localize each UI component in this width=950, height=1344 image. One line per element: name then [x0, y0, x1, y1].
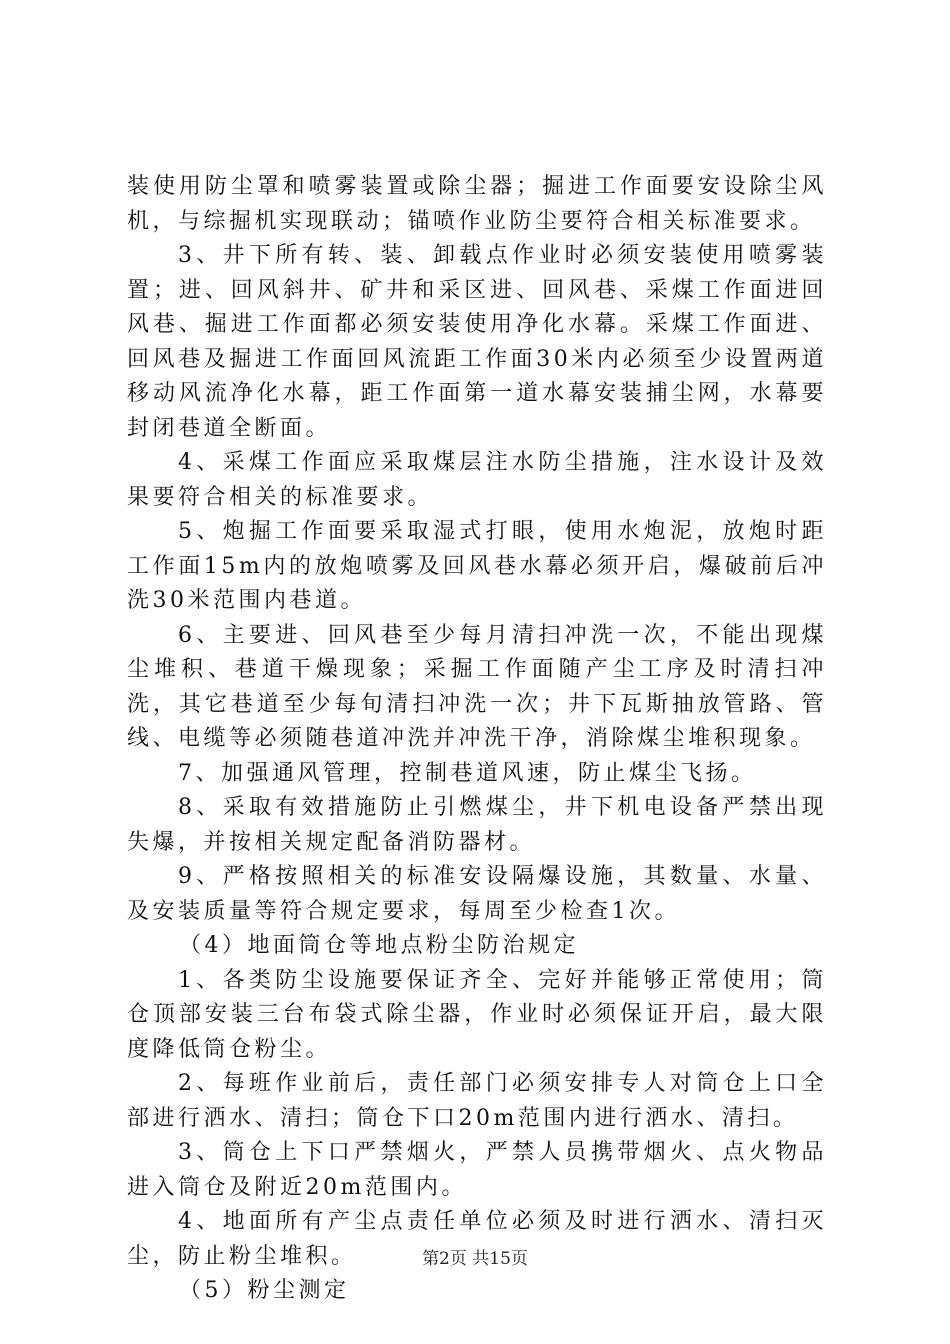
paragraph-item-8: 8、采取有效措施防止引燃煤尘，井下机电设备严禁出现失爆，并按相关规定配备消防器材。 [127, 795, 827, 855]
paragraph-item-7: 7、加强通风管理，控制巷道风速，防止煤尘飞扬。 [178, 760, 757, 786]
section-heading-5: （5）粉尘测定 [179, 1278, 350, 1303]
paragraph-continuation: 装使用防尘罩和喷雾装置或除尘器；掘进工作面要安设除尘风机，与综掘机实现联动；锚喷作业防尘要符合相关标准要求。 [127, 174, 827, 234]
document-body [127, 170, 827, 1309]
paragraph-item-4b: 4、地面所有产尘点责任单位必须及时进行洒水、清扫灭尘，防止粉尘堆积。 [127, 1209, 827, 1269]
paragraph-item-1: 1、各类防尘设施要保证齐全、完好并能够正常使用；筒仓顶部安装三台布袋式除尘器，作业时必须保证开启，最大限度降低筒仓粉尘。 [127, 967, 827, 1062]
paragraph-item-6: 6、主要进、回风巷至少每月清扫冲洗一次，不能出现煤尘堆积、巷道干燥现象；采掘工作面随产尘工序及时清扫冲洗，其它巷道至少每旬清扫冲洗一次；井下瓦斯抽放管路、管线、电缆等必须随巷道冲洗并冲洗干净，消除煤尘堆积现象。 [127, 622, 827, 751]
section-heading-4: （4）地面筒仓等地点粉尘防治规定 [179, 933, 579, 958]
paragraph-item-2: 2、每班作业前后，责任部门必须安排专人对筒仓上口全部进行洒水、清扫；筒仓下口20m范围内进行洒水、清扫。 [127, 1071, 827, 1131]
paragraph-item-3b: 3、筒仓上下口严禁烟火，严禁人员携带烟火、点火物品进入筒仓及附近20m范围内。 [127, 1140, 827, 1200]
paragraph-item-5: 5、炮掘工作面要采取湿式打眼，使用水炮泥，放炮时距工作面15m内的放炮喷雾及回风巷水幕必须开启，爆破前后冲洗30米范围内巷道。 [127, 519, 827, 613]
paragraph-item-4: 4、采煤工作面应采取煤层注水防尘措施，注水设计及效果要符合相关的标准要求。 [127, 450, 827, 510]
page-number-footer: 第2页 共15页 [422, 1249, 528, 1269]
paragraph-item-3: 3、井下所有转、装、卸载点作业时必须安装使用喷雾装置；进、回风斜井、矿井和采区进、回风巷、采煤工作面进回风巷、掘进工作面都必须安装使用净化水幕。采煤工作面进、回风巷及掘进工作面回风流距工作面30米内必须至少设置两道移动风流净化水幕，距工作面第一道水幕安装捕尘网，水幕要封闭巷道全断面。 [127, 243, 827, 441]
paragraph-item-9: 9、严格按照相关的标准安设隔爆设施，其数量、水量、及安装质量等符合规定要求，每周至少检查1次。 [127, 864, 827, 924]
